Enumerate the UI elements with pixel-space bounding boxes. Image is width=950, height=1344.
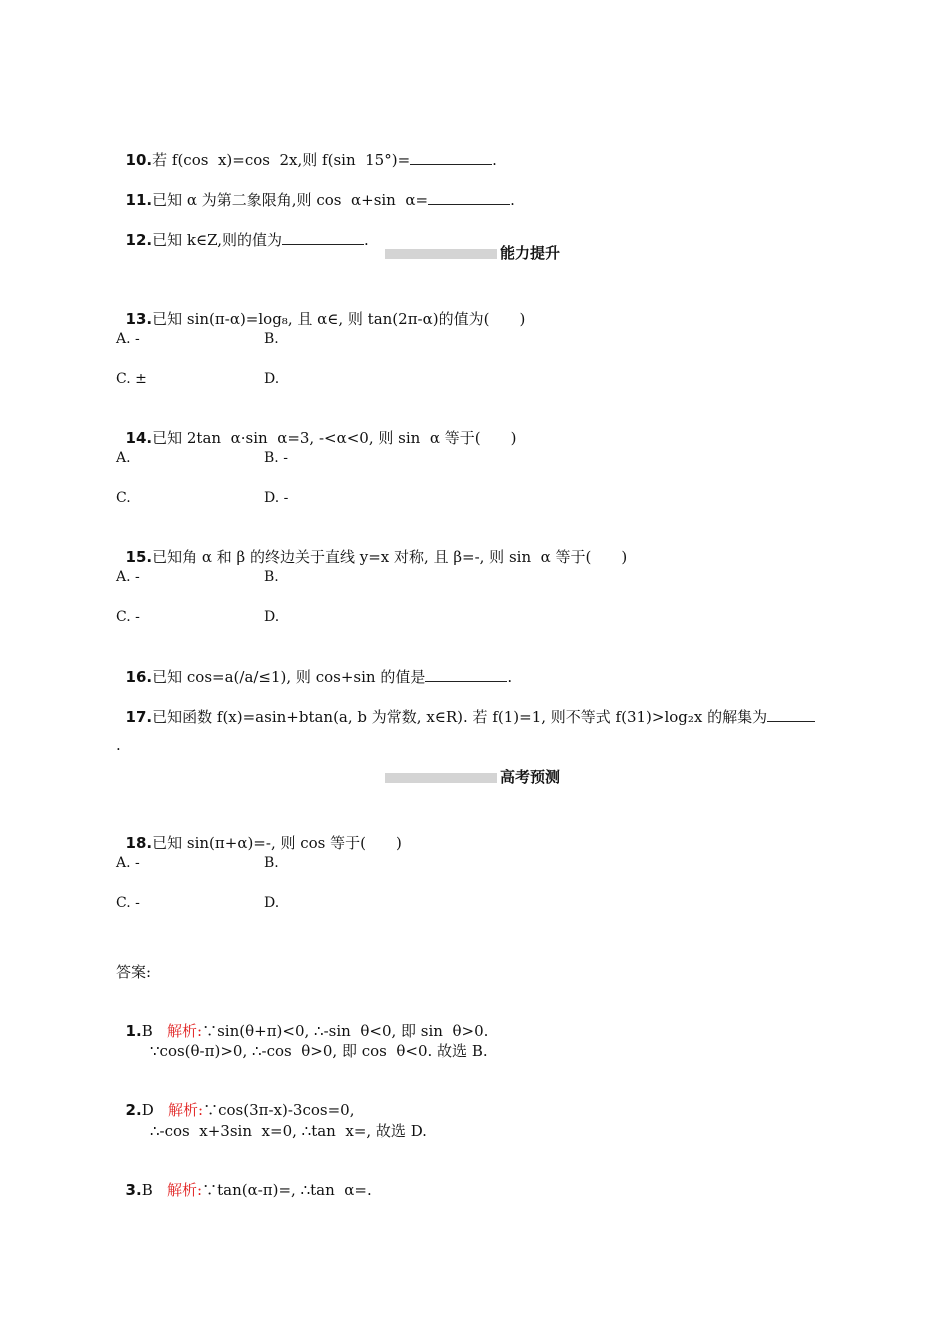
question-number: 17. bbox=[125, 708, 153, 726]
question-text: 已知 α 为第二象限角,则 cos α+sin α= bbox=[152, 191, 429, 209]
question-number: 13. bbox=[125, 310, 153, 328]
question-11 bbox=[116, 170, 515, 210]
question-text: 已知 sin(π+α)=-, 则 cos 等于( ) bbox=[152, 834, 402, 852]
option-d: D. - bbox=[264, 490, 289, 506]
question-text: 已知 sin(π-α)=log₈, 且 α∈, 则 tan(2π-α)的值为( ) bbox=[152, 310, 526, 328]
answer-choice: B bbox=[141, 1022, 153, 1040]
section-bar bbox=[385, 249, 497, 259]
option-a: A. - bbox=[116, 331, 140, 347]
question-number: 11. bbox=[125, 191, 153, 209]
answer-blank bbox=[410, 150, 492, 165]
question-17-tail: . bbox=[116, 736, 121, 754]
answer-2 bbox=[116, 1080, 354, 1120]
option-d: D. bbox=[264, 609, 280, 625]
question-14 bbox=[116, 408, 516, 448]
answer-3 bbox=[116, 1160, 372, 1200]
question-13 bbox=[116, 289, 525, 329]
question-number: 10. bbox=[125, 151, 153, 169]
option-a: A. - bbox=[116, 569, 140, 585]
question-text-end: . bbox=[510, 191, 515, 209]
option-b: B. bbox=[264, 569, 279, 585]
analysis-text: ∵cos(3π-x)-3cos=0, bbox=[203, 1101, 355, 1119]
analysis-label: 解析: bbox=[167, 1022, 203, 1040]
question-10 bbox=[116, 130, 497, 170]
question-text-end: . bbox=[507, 668, 513, 686]
question-text: 已知 k∈Z,则的值为 bbox=[152, 231, 283, 249]
question-text: 已知函数 f(x)=asin+btan(a, b 为常数, x∈R). 若 f(1)=1, 则不等式 f(31)>log₂x 的解集为 bbox=[152, 708, 768, 726]
option-a: A. - bbox=[116, 855, 140, 871]
question-text-end: . bbox=[492, 151, 497, 169]
analysis-label: 解析: bbox=[167, 1181, 203, 1199]
question-text: 已知 2tan α·sin α=3, -<α<0, 则 sin α 等于( ) bbox=[152, 429, 517, 447]
question-number: 18. bbox=[125, 834, 153, 852]
section-title: 能力提升 bbox=[500, 244, 561, 262]
question-number: 14. bbox=[125, 429, 153, 447]
answer-2-line2: ∴-cos x+3sin x=0, ∴tan x=, 故选 D. bbox=[150, 1122, 427, 1140]
question-text: 已知角 α 和 β 的终边关于直线 y=x 对称, 且 β=-, 则 sin α 等于( ) bbox=[152, 548, 628, 566]
question-15 bbox=[116, 527, 627, 567]
answer-choice: D bbox=[141, 1101, 154, 1119]
section-title: 高考预测 bbox=[500, 768, 561, 786]
option-d: D. bbox=[264, 371, 280, 387]
option-b: B. bbox=[264, 331, 279, 347]
answer-number: 1. bbox=[125, 1022, 142, 1040]
analysis-text: ∵tan(α-π)=, ∴tan α=. bbox=[202, 1181, 372, 1199]
answer-blank bbox=[428, 190, 510, 205]
question-16 bbox=[116, 647, 512, 687]
section-header-ability bbox=[0, 243, 950, 265]
option-c: C. - bbox=[116, 895, 140, 911]
question-18 bbox=[116, 813, 402, 853]
answer-blank bbox=[425, 667, 507, 682]
answer-1 bbox=[116, 1001, 488, 1041]
answer-choice: B bbox=[141, 1181, 153, 1199]
question-17 bbox=[116, 687, 815, 727]
section-bar bbox=[385, 773, 497, 783]
section-header-forecast bbox=[0, 767, 950, 789]
option-c: C. - bbox=[116, 609, 140, 625]
answer-1-line2: ∵cos(θ-π)>0, ∴-cos θ>0, 即 cos θ<0. 故选 B. bbox=[150, 1042, 488, 1060]
option-c: C. ± bbox=[116, 371, 147, 387]
question-number: 12. bbox=[125, 231, 153, 249]
analysis-text: ∵sin(θ+π)<0, ∴-sin θ<0, 即 sin θ>0. bbox=[202, 1022, 489, 1040]
option-d: D. bbox=[264, 895, 280, 911]
answer-number: 2. bbox=[125, 1101, 142, 1119]
question-number: 15. bbox=[125, 548, 153, 566]
question-text-end: . bbox=[364, 231, 369, 249]
answers-heading: 答案: bbox=[116, 963, 152, 981]
option-b: B. bbox=[264, 855, 279, 871]
answer-number: 3. bbox=[125, 1181, 142, 1199]
option-b: B. - bbox=[264, 450, 288, 466]
question-text: 已知 cos=a(/a/≤1), 则 cos+sin 的值是 bbox=[152, 668, 426, 686]
option-c: C. bbox=[116, 490, 131, 506]
question-number: 16. bbox=[125, 668, 153, 686]
question-text: 若 f(cos x)=cos 2x,则 f(sin 15°)= bbox=[152, 151, 411, 169]
answer-blank bbox=[767, 707, 815, 722]
analysis-label: 解析: bbox=[168, 1101, 204, 1119]
option-a: A. bbox=[116, 450, 131, 466]
